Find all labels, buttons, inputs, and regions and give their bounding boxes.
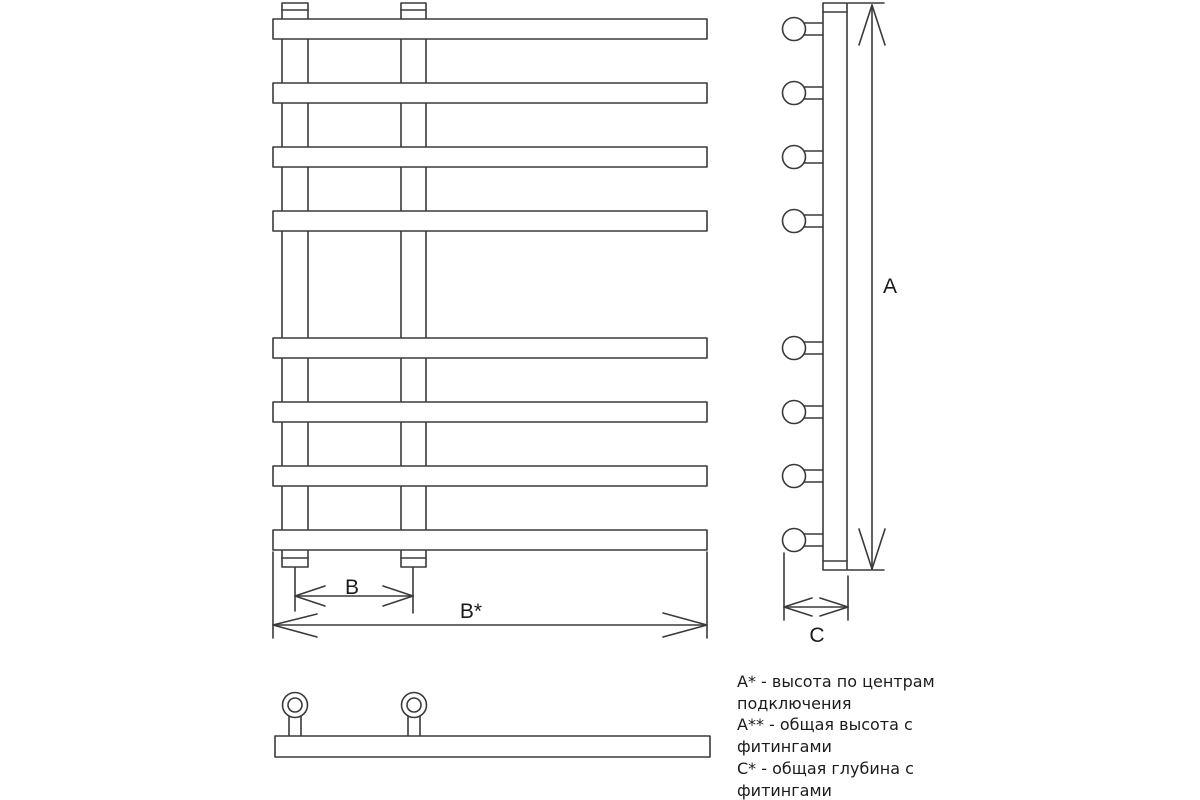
front-view — [273, 3, 707, 567]
side-view — [783, 3, 848, 570]
knob-circle — [783, 529, 806, 552]
knob-circle — [783, 337, 806, 360]
knob-circle — [783, 82, 806, 105]
side-knob-6 — [783, 401, 827, 424]
rung-3 — [273, 147, 707, 167]
knob-circle — [783, 210, 806, 233]
rung-8 — [273, 530, 707, 550]
dim-a-label: A — [882, 275, 898, 298]
legend-c-star-line-2: фитингами — [737, 780, 832, 800]
dim-bstar-label: B* — [459, 600, 483, 623]
drawing-root — [273, 3, 897, 757]
fitting-ring-inner — [407, 698, 421, 712]
rung-7 — [273, 466, 707, 486]
knob-circle — [783, 146, 806, 169]
side-knob-4 — [783, 210, 827, 233]
bottom-fitting-1 — [283, 693, 308, 741]
side-knob-7 — [783, 465, 827, 488]
legend-a-dstar-line-2: фитингами — [737, 737, 832, 757]
dimension-b — [295, 568, 413, 613]
bottom-tube — [275, 736, 710, 757]
rung-6 — [273, 402, 707, 422]
dimension-b-star — [273, 552, 707, 638]
legend-a-star-line-1: A* - высота по центрам — [737, 672, 935, 691]
dim-b-label: B — [344, 576, 360, 599]
side-knob-5 — [783, 337, 827, 360]
legend-a-dstar-line-1: A** - общая высота с — [737, 715, 913, 735]
dim-c-label: C — [809, 624, 825, 647]
rung-2 — [273, 83, 707, 103]
fitting-ring-inner — [288, 698, 302, 712]
knob-circle — [783, 465, 806, 488]
bottom-fitting-2 — [402, 693, 427, 741]
side-knob-8 — [783, 529, 827, 552]
side-knob-3 — [783, 146, 827, 169]
legend-a-star-line-2: подключения — [737, 693, 852, 713]
side-knob-2 — [783, 82, 827, 105]
knob-circle — [783, 18, 806, 41]
bottom-view — [275, 693, 710, 758]
legend-c-star-line-1: C* - общая глубина с — [737, 758, 914, 778]
rung-1 — [273, 19, 707, 39]
dimension-a — [848, 3, 897, 570]
side-post — [823, 3, 847, 570]
knob-circle — [783, 401, 806, 424]
side-knob-1 — [783, 18, 827, 41]
rung-4 — [273, 211, 707, 231]
rung-5 — [273, 338, 707, 358]
legend — [737, 671, 947, 800]
